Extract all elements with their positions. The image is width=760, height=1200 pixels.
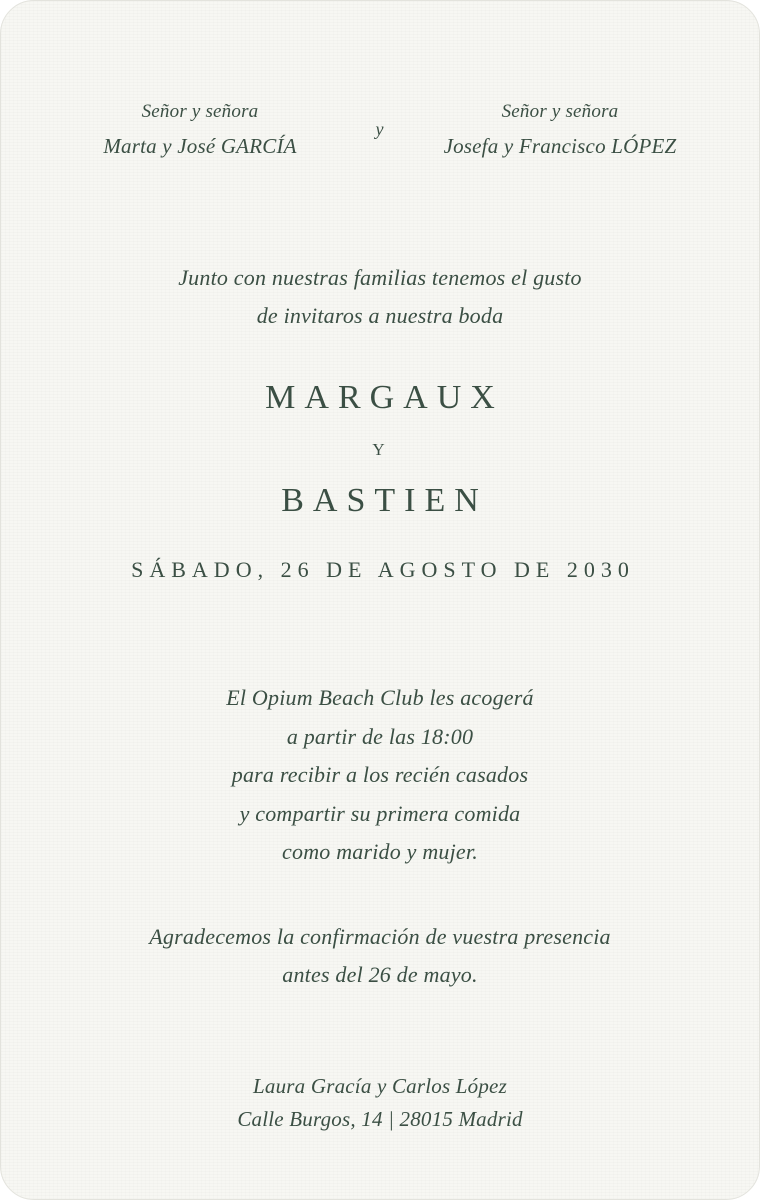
venue-line-3: para recibir a los recién casados: [231, 762, 529, 788]
venue-line-2: a partir de las 18:00: [286, 723, 474, 749]
venue-line-1: El Opium Beach Club les acogerá: [226, 685, 534, 711]
invitation-intro-line-1: Junto con nuestras familias tenemos el gusto: [178, 264, 582, 290]
couple-names: [256, 379, 504, 520]
wedding-date: SÁBADO, 26 DE AGOSTO DE 2030: [131, 557, 635, 583]
contact-address: Calle Burgos, 14 | 28015 Madrid: [237, 1107, 523, 1132]
couple-conjunction: Y: [372, 440, 388, 460]
invitation-content: [1, 1, 759, 1199]
bride-name: MARGAUX: [265, 378, 504, 416]
rsvp-line-2: antes del 26 de mayo.: [282, 962, 478, 988]
parents-section: [1, 97, 759, 163]
invitation-intro-line-2: de invitaros a nuestra boda: [256, 302, 504, 328]
bride-parents-title: Señor y señora: [141, 101, 259, 122]
rsvp-line-1: Agradecemos la confirmación de vuestra presencia: [149, 923, 611, 949]
invitation-intro: [178, 259, 582, 335]
bride-parents-names: Marta y José GARCÍA: [103, 134, 297, 159]
venue-details: [226, 679, 533, 872]
bride-parents: [50, 97, 350, 163]
venue-line-5: como marido y mujer.: [282, 839, 478, 865]
groom-parents: [410, 97, 710, 163]
venue-line-4: y compartir su primera comida: [239, 800, 521, 826]
groom-name: BASTIEN: [281, 482, 488, 520]
rsvp-note: [149, 918, 611, 995]
groom-parents-title: Señor y señora: [501, 101, 619, 122]
contact-names: Laura Gracía y Carlos López: [253, 1073, 507, 1098]
parents-conjunction: y: [375, 119, 385, 139]
groom-parents-names: Josefa y Francisco LÓPEZ: [443, 134, 677, 159]
contact-footer: [1, 1070, 759, 1137]
